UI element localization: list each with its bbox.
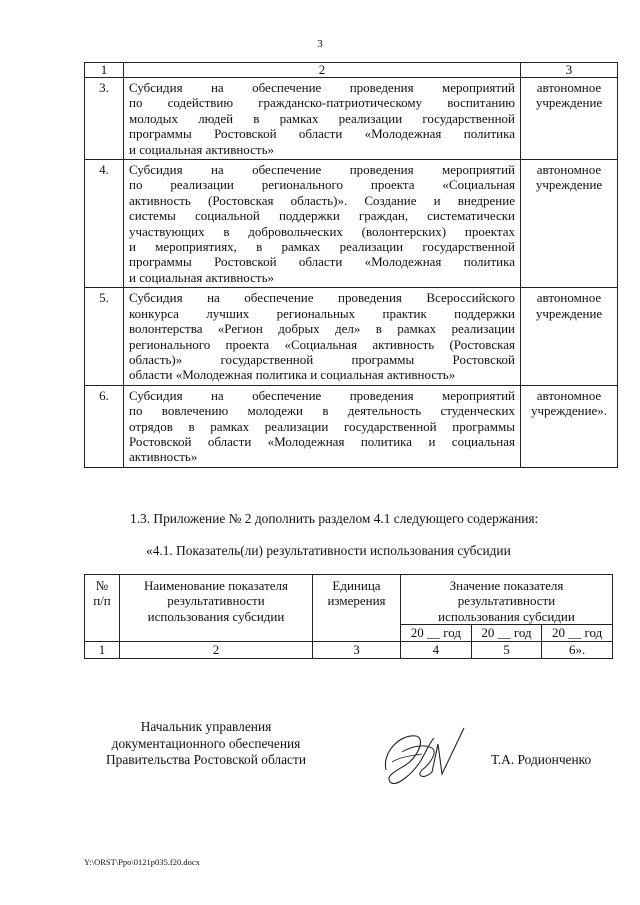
table-row	[85, 78, 618, 160]
header-line: п/п	[93, 593, 111, 609]
description-line: участвующих в добровольческих (волонтерских) проектах	[129, 223, 515, 239]
subsidy-table	[84, 62, 618, 468]
description-line: Субсидия на обеспечение проведения мероприятий	[129, 387, 515, 403]
description-line: волонтерства «Регион добрых дел» в рамках реализации	[129, 321, 515, 337]
recipient-type-line: автономное	[536, 80, 602, 95]
row-number: 5.	[85, 288, 124, 385]
header-cell: 3	[521, 63, 618, 78]
paragraph-1-3: 1.3. Приложение № 2 дополнить разделом 4.1 следующего содержания:	[130, 511, 539, 526]
description-line: по содействию гражданско-патриотическому воспитанию	[129, 95, 515, 111]
table-row	[85, 160, 618, 288]
description-line: области «Молодежная политика и социальная активность»	[129, 367, 456, 383]
row-recipient-type	[521, 288, 618, 385]
col-number-header	[85, 575, 120, 642]
description-line: активность (Ростовская область)». Создание и внедрение	[129, 192, 515, 208]
header-line: результативности	[167, 593, 265, 609]
row-description	[124, 78, 521, 160]
recipient-type-line: учреждение».	[530, 403, 608, 419]
index-cell: 6».	[542, 642, 613, 658]
description-line: область)» государственной программы Ростовской	[129, 351, 515, 367]
header-line: использования субсидии	[438, 608, 575, 624]
col-name-header	[120, 575, 313, 642]
header-line: результативности	[457, 593, 556, 609]
header-line: измерения	[327, 593, 386, 609]
recipient-type-line: учреждение	[535, 95, 603, 111]
description-line: конкурса лучших региональных практик поддержки	[129, 305, 515, 321]
handwritten-signature	[372, 722, 472, 792]
description-line: и мероприятиях, в рамках реализации государственной	[129, 239, 515, 255]
index-cell: 1	[85, 642, 120, 658]
indicator-index-row	[85, 642, 613, 658]
description-line: Субсидия на обеспечение проведения Всероссийского	[129, 290, 515, 306]
recipient-type-line: учреждение	[535, 177, 603, 193]
description-line: программы Ростовской области «Молодежная политика	[129, 126, 515, 142]
description-line: Ростовской области «Молодежная политика и социальная	[129, 433, 515, 449]
description-line: программы Ростовской области «Молодежная политика	[129, 254, 515, 270]
header-line: №	[95, 578, 109, 593]
header-cell: 2	[124, 63, 521, 78]
row-recipient-type	[521, 78, 618, 160]
row-number: 6.	[85, 385, 124, 467]
year-cell: 20 __ год	[401, 625, 472, 642]
description-line: и социальная активность»	[129, 269, 274, 285]
signatory-position	[88, 719, 324, 769]
description-line: Субсидия на обеспечение проведения мероприятий	[129, 162, 515, 178]
recipient-type-line: автономное	[536, 162, 602, 178]
description-line: регионального проекта «Социальная активность (Ростовская	[129, 336, 515, 352]
row-description	[124, 288, 521, 385]
indicator-header-row	[85, 575, 613, 625]
position-line: Правительства Ростовской области	[105, 752, 307, 767]
header-line: использования субсидии	[147, 608, 285, 624]
indicator-table	[84, 574, 613, 659]
index-cell: 3	[313, 642, 401, 658]
file-path-footer: Y:\ORST\Ppo\0121p035.f20.docx	[84, 857, 200, 867]
row-description	[124, 385, 521, 467]
year-cell: 20 __ год	[542, 625, 613, 642]
description-line: Субсидия на обеспечение проведения мероприятий	[129, 80, 515, 95]
recipient-type-line: учреждение	[535, 305, 603, 321]
year-cell: 20 __ год	[471, 625, 542, 642]
table-row	[85, 288, 618, 385]
row-description	[124, 160, 521, 288]
recipient-type-line: автономное	[536, 387, 602, 403]
row-number: 4.	[85, 160, 124, 288]
row-recipient-type	[521, 160, 618, 288]
table-row	[85, 385, 618, 467]
description-line: активность»	[129, 449, 198, 465]
description-line: отрядов в рамках реализации государственной программы	[129, 418, 515, 434]
recipient-type-line: автономное	[536, 290, 602, 306]
row-recipient-type	[521, 385, 618, 467]
position-line: документационного обеспечения	[111, 735, 301, 751]
header-cell: 1	[85, 63, 124, 78]
index-cell: 5	[471, 642, 542, 658]
signatory-name: Т.А. Родионченко	[491, 752, 592, 767]
table-header-row	[85, 63, 618, 78]
index-cell: 4	[401, 642, 472, 658]
description-line: системы социальной поддержки граждан, систематически	[129, 208, 515, 224]
description-line: и социальная активность»	[129, 141, 274, 157]
col-value-header	[401, 575, 613, 625]
position-line: Начальник управления	[140, 719, 272, 734]
page-number: 3	[317, 38, 323, 50]
col-unit-header	[313, 575, 401, 642]
header-line: Единица	[332, 578, 381, 593]
header-line: Значение показателя	[449, 578, 564, 593]
section-4-1-title: «4.1. Показатель(ли) результативности использования субсидии	[146, 543, 511, 558]
description-line: молодых людей в рамках реализации государственной	[129, 110, 515, 126]
description-line: по реализации регионального проекта «Социальная	[129, 177, 515, 193]
row-number: 3.	[85, 78, 124, 160]
description-line: по вовлечению молодежи в деятельность студенческих	[129, 403, 515, 419]
header-line: Наименование показателя	[143, 578, 289, 593]
index-cell: 2	[120, 642, 313, 658]
